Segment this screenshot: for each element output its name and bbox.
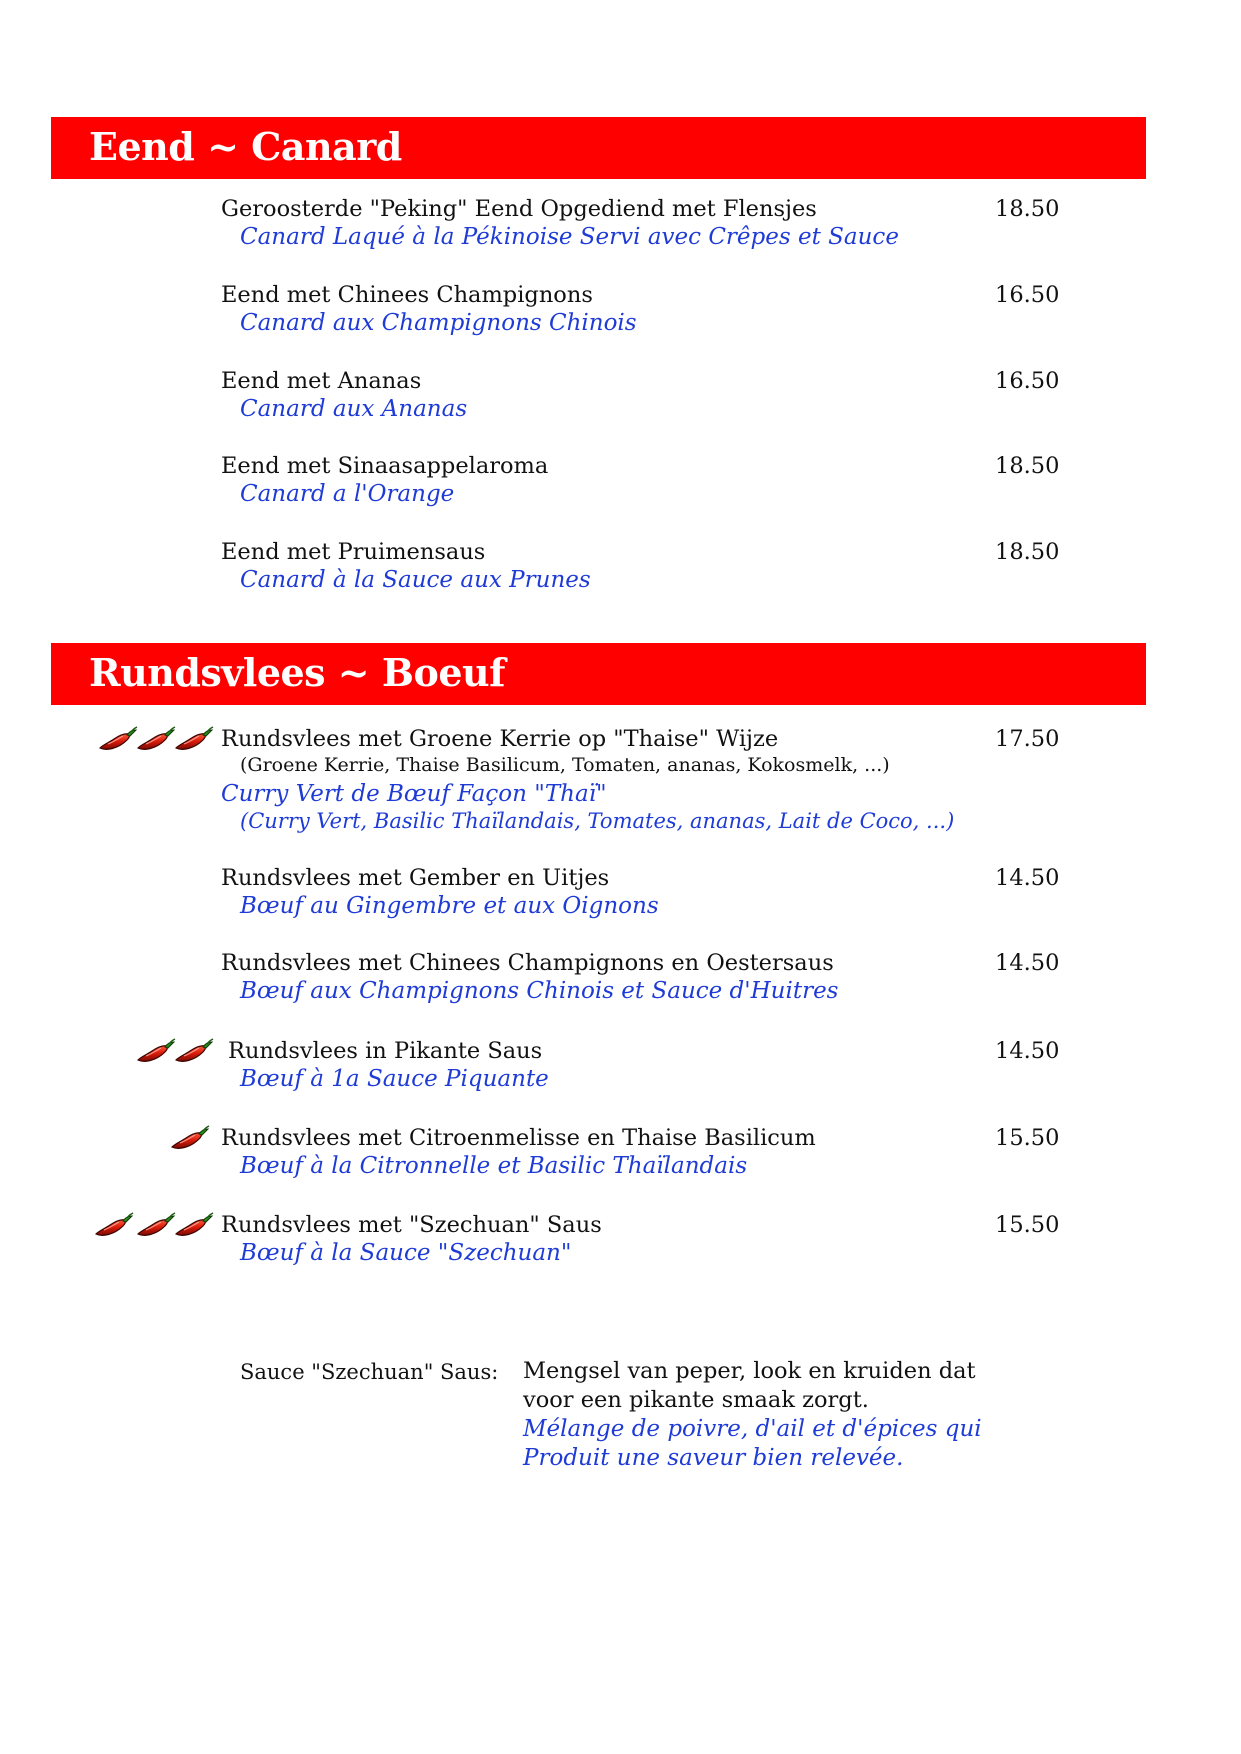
dish-ingredients-nl: (Groene Kerrie, Thaise Basilicum, Tomaten, ananas, Kokosmelk, ...) <box>240 754 890 776</box>
dish-price: 15.50 <box>995 1212 1060 1238</box>
dish-name-fr: Canard à la Sauce aux Prunes <box>240 567 591 593</box>
dish-price: 18.50 <box>995 539 1060 565</box>
dish-name-nl: Eend met Pruimensaus <box>221 539 486 565</box>
spice-indicator <box>94 1212 216 1240</box>
dish-price: 18.50 <box>995 453 1060 479</box>
dish-name-nl: Rundsvlees met Groene Kerrie op "Thaise" Wijze <box>221 726 779 752</box>
section-header-duck <box>51 117 1146 179</box>
dish-name-nl: Rundsvlees met "Szechuan" Saus <box>221 1212 602 1238</box>
chili-pepper-icon <box>136 1212 176 1240</box>
dish-name-fr: Canard aux Ananas <box>240 396 468 422</box>
sauce-note-description <box>523 1357 1023 1473</box>
dish-name-nl: Rundsvlees met Gember en Uitjes <box>221 865 610 891</box>
dish-name-nl: Rundsvlees met Citroenmelisse en Thaise Basilicum <box>221 1125 816 1151</box>
spice-indicator <box>136 1038 216 1066</box>
sauce-note-label: Sauce "Szechuan" Saus: <box>240 1360 499 1384</box>
sauce-note-fr-line: Mélange de poivre, d'ail et d'épices qui <box>523 1416 982 1442</box>
section-header-beef <box>51 643 1146 705</box>
dish-name-nl: Eend met Ananas <box>221 368 422 394</box>
dish-price: 16.50 <box>995 282 1060 308</box>
dish-name-nl: Eend met Chinees Champignons <box>221 282 593 308</box>
dish-name-fr: Bœuf à la Sauce "Szechuan" <box>240 1240 572 1266</box>
dish-price: 16.50 <box>995 368 1060 394</box>
chili-pepper-icon <box>98 726 138 754</box>
sauce-note-nl-line: Mengsel van peper, look en kruiden dat <box>523 1358 976 1384</box>
dish-name-fr: Canard Laqué à la Pékinoise Servi avec Crêpes et Sauce <box>240 224 899 250</box>
chili-pepper-icon <box>94 1212 134 1240</box>
chili-pepper-icon <box>136 726 176 754</box>
dish-name-fr: Bœuf aux Champignons Chinois et Sauce d'Huitres <box>240 978 839 1004</box>
sauce-note-fr-line: Produit une saveur bien relevée. <box>523 1445 904 1471</box>
chili-pepper-icon <box>170 1125 210 1153</box>
section-title-duck: Eend ~ Canard <box>89 124 402 169</box>
spice-indicator <box>98 726 216 754</box>
dish-name-fr: Canard a l'Orange <box>240 481 455 507</box>
dish-price: 14.50 <box>995 950 1060 976</box>
dish-ingredients-fr: (Curry Vert, Basilic Thaïlandais, Tomates, ananas, Lait de Coco, ...) <box>240 809 955 833</box>
dish-price: 14.50 <box>995 865 1060 891</box>
dish-name-fr: Canard aux Champignons Chinois <box>240 310 637 336</box>
dish-name-nl: Geroosterde "Peking" Eend Opgediend met Flensjes <box>221 196 817 222</box>
spice-indicator <box>170 1125 212 1153</box>
dish-price: 15.50 <box>995 1125 1060 1151</box>
dish-name-nl: Eend met Sinaasappelaroma <box>221 453 549 479</box>
sauce-note-nl-line: voor een pikante smaak zorgt. <box>523 1387 869 1413</box>
section-title-beef: Rundsvlees ~ Boeuf <box>89 650 505 695</box>
dish-name-fr: Curry Vert de Bœuf Façon "Thaï" <box>221 781 607 807</box>
chili-pepper-icon <box>174 726 214 754</box>
dish-price: 18.50 <box>995 196 1060 222</box>
dish-name-fr: Bœuf à la Citronnelle et Basilic Thaïlandais <box>240 1153 748 1179</box>
dish-price: 14.50 <box>995 1038 1060 1064</box>
chili-pepper-icon <box>174 1212 214 1240</box>
dish-name-nl: Rundsvlees met Chinees Champignons en Oestersaus <box>221 950 834 976</box>
chili-pepper-icon <box>136 1038 176 1066</box>
dish-name-fr: Bœuf au Gingembre et aux Oignons <box>240 893 659 919</box>
chili-pepper-icon <box>174 1038 214 1066</box>
dish-name-nl: Rundsvlees in Pikante Saus <box>228 1038 543 1064</box>
dish-price: 17.50 <box>995 726 1060 752</box>
dish-name-fr: Bœuf à 1a Sauce Piquante <box>240 1066 549 1092</box>
